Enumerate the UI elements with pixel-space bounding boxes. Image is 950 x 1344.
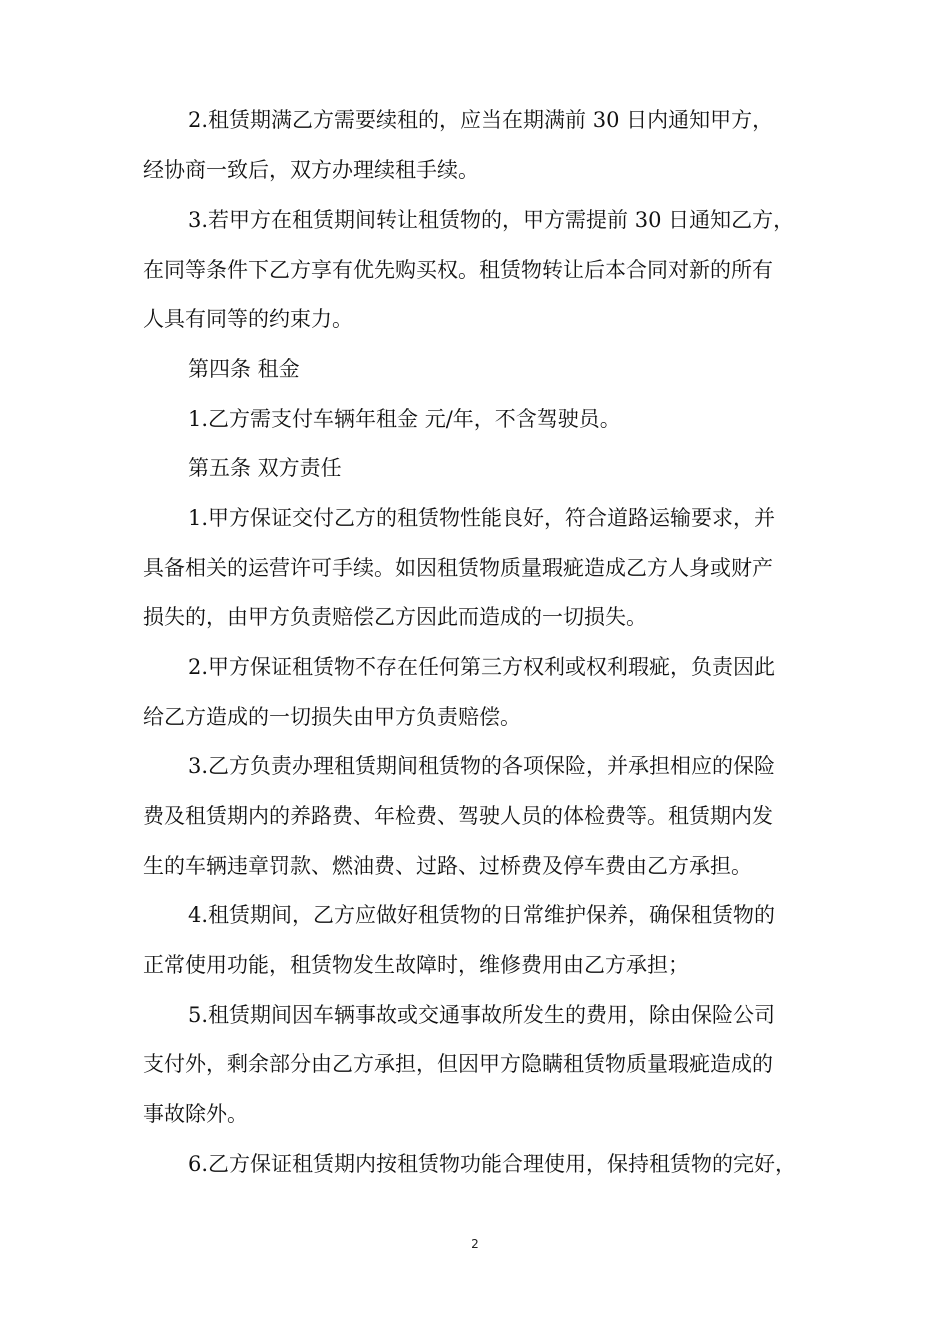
section-heading: 第四条 租金 — [188, 357, 300, 381]
text-line: 事故除外。 — [143, 1102, 248, 1126]
text-line: 3.乙方负责办理租赁期间租赁物的各项保险，并承担相应的保险 — [188, 754, 776, 778]
text-line: 1.甲方保证交付乙方的租赁物性能良好，符合道路运输要求，并 — [188, 506, 776, 530]
text-line: 支付外，剩余部分由乙方承担，但因甲方隐瞒租赁物质量瑕疵造成的 — [143, 1052, 773, 1076]
text-line: 1.乙方需支付车辆年租金 元/年，不含驾驶员。 — [188, 407, 621, 431]
text-line: 费及租赁期内的养路费、年检费、驾驶人员的体检费等。租赁期内发 — [143, 804, 773, 828]
text-line: 2.租赁期满乙方需要续租的，应当在期满前 30 日内通知甲方， — [188, 108, 774, 132]
text-line: 5.租赁期间因车辆事故或交通事故所发生的费用，除由保险公司 — [188, 1003, 776, 1027]
text-line: 正常使用功能，租赁物发生故障时，维修费用由乙方承担； — [143, 953, 689, 977]
text-line: 给乙方造成的一切损失由甲方负责赔偿。 — [143, 705, 521, 729]
text-line: 损失的，由甲方负责赔偿乙方因此而造成的一切损失。 — [143, 605, 647, 629]
text-line: 3.若甲方在租赁期间转让租赁物的，甲方需提前 30 日通知乙方， — [188, 208, 795, 232]
page-number: 2 — [471, 1237, 479, 1251]
text-line: 具备相关的运营许可手续。如因租赁物质量瑕疵造成乙方人身或财产 — [143, 556, 773, 580]
text-line: 6.乙方保证租赁期内按租赁物功能合理使用，保持租赁物的完好， — [188, 1152, 797, 1176]
text-line: 经协商一致后，双方办理续租手续。 — [143, 158, 479, 182]
text-line: 2.甲方保证租赁物不存在任何第三方权利或权利瑕疵，负责因此 — [188, 655, 776, 679]
text-line: 生的车辆违章罚款、燃油费、过路、过桥费及停车费由乙方承担。 — [143, 854, 752, 878]
text-line: 在同等条件下乙方享有优先购买权。租赁物转让后本合同对新的所有 — [143, 258, 773, 282]
text-line: 4.租赁期间，乙方应做好租赁物的日常维护保养，确保租赁物的 — [188, 903, 776, 927]
text-line: 人具有同等的约束力。 — [143, 307, 353, 331]
section-heading: 第五条 双方责任 — [188, 456, 342, 480]
